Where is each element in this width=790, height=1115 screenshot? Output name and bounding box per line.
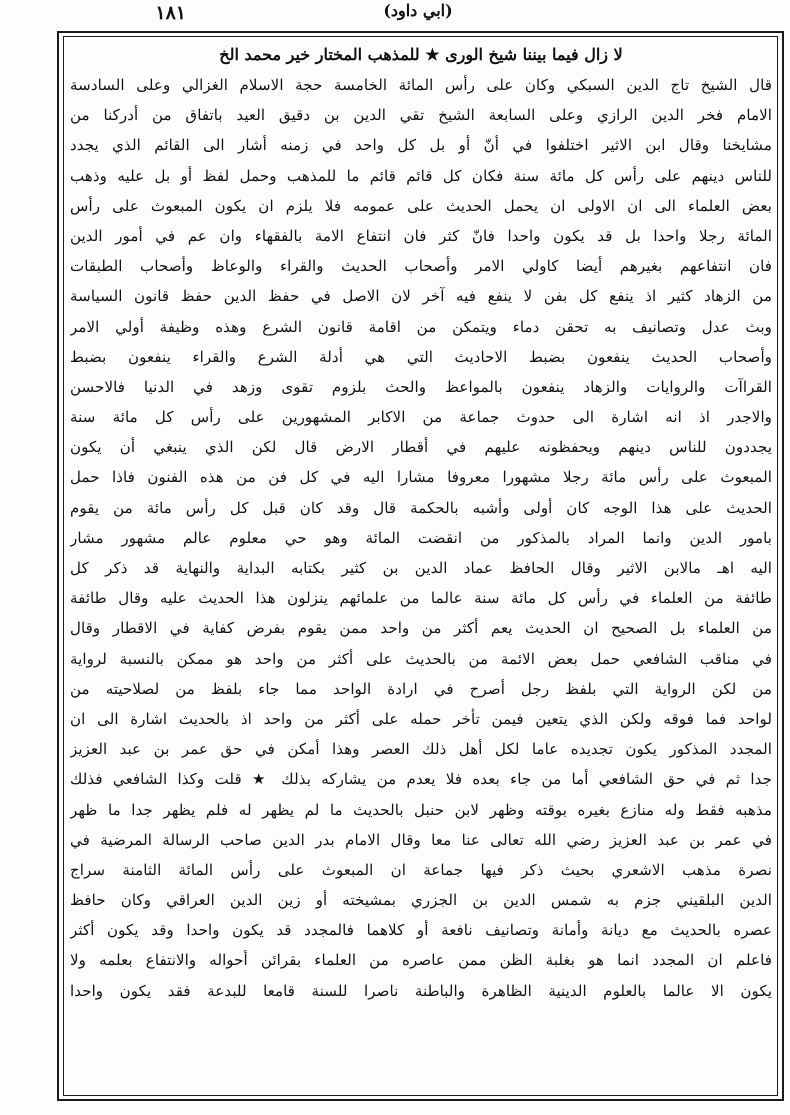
text-line: في مناقب الشافعي حمل بعض الائمة من بالحديث على أكثر من واحد هو ممكن بالنسبة لرواية: [70, 649, 772, 668]
text-line: مشايخنا وقال ابن الاثير اختلفوا في أنّ أو بل كل واحد في زمنه أشار الى القائم الذي يجدد: [70, 136, 772, 155]
page-header: [58, 0, 790, 34]
text-line: وأصحاب الحديث ينفعون بضبط الاحاديث التي هي أدلة الشرع والقراء ينفعون بضبط: [70, 347, 772, 366]
text-line: الامام فخر الدين الرازي وعلى السابعة الشيخ تقي الدين بن دقيق العيد باتفاق من أدركنا من: [70, 106, 772, 125]
text-line: من الزهاد كثير اذ ينفع كل بفن لا ينفع فيه آخر لان الاصل في حفظ الدين حفظ قانون السياسة: [70, 287, 772, 306]
text-line: المجدد المذكور يكون تجديده عاما لكل أهل ذلك العصر وهذا أمكن في حق عمر بن عبد العزيز: [70, 740, 772, 759]
text-line: عصره بالحديث مع ديانة وأمانة وتصانيف نافعة أو كلاهما فالمجدد قد يكون واحدا وقد يكون أكثر: [70, 921, 772, 940]
running-title: (ابي داود): [383, 1, 453, 20]
text-line: طائفة من العلماء في رأس كل مائة سنة عالما من علمائهم ينزلون هذا الحديث عليه وقال طائفة: [70, 589, 772, 608]
text-line: مذهبه فقط وله منازع بغيره بوقته وظهر لابن حنبل بالحديث ما لم يظهر له فلم يظهر جدا ما ظهر: [70, 800, 772, 819]
text-line: قال الشيخ تاج الدين السبكي وكان على رأس المائة الخامسة حجة الاسلام الغزالي وعلى السادسة: [70, 76, 772, 94]
text-lines: [70, 70, 772, 1006]
text-line: وبث عدل وتصانيف به تحقن دماء ويتمكن من اقامة قانون الشرع وهذه وظيفة أولي الامر: [70, 317, 772, 336]
text-line: للناس دينهم على رأس كل مائة سنة فكان كل قائم قائم ما للمذهب وحمل لفظ أو بل عليه وذهب: [70, 166, 772, 185]
text-line: يجددون للناس دينهم ويحفظونه عليهم في أقطار الارض قال لكن الذي ينبغي أن يكون: [70, 438, 772, 457]
text-line: من لكن الرواية التي بلفظ رجل أصرح في ارادة الواحد مما جاء بلفظ من لصلاحيته من: [70, 679, 772, 698]
body-text: [70, 40, 772, 1092]
text-line: جدا ثم في حق الشافعي أما من جاء بعده فلا يعدم من يشاركه بذلك ★ قلت وكذا الشافعي فذلك: [70, 770, 772, 789]
text-line: يكون الا عالما بالعلوم الدينية الظاهرة والباطنة ناصرا للسنة قامعا للبدعة فقد يكون واحدا: [70, 981, 772, 1000]
text-line: بعض العلماء الى ان الاولى ان يحمل الحديث على عمومه فلا يلزم ان يكون المبعوث على رأس: [70, 196, 772, 215]
text-line: نصرة مذهب الاشعري بحيث ذكر فيها جماعة ان المبعوث على رأس المائة الثامنة سراج: [70, 860, 772, 879]
text-line: في عمر بن عبد العزيز رضي الله تعالى عنا معا وقال الامام بدر الدين صاحب الرسالة المرضية في: [70, 830, 772, 849]
text-line: المبعوث على رأس مائة رجلا مشهورا معروفا مشارا اليه في كل فن من هذه الفنون فاذا حمل: [70, 468, 772, 487]
text-line: المائة رجلا واحدا بل قد يكون واحدا فانّ كثر فان انتفاع الامة بالفقهاء وان عم في أمور الدين: [70, 226, 772, 245]
heading-verse: لا زال فيما بيننا شيخ الورى ★ للمذهب المختار خير محمد الخ: [219, 45, 623, 64]
text-line: الحديث على هذا الوجه كان أولى وأشبه بالحكمة قال وقد كان قبل كل رأس مائة من يقوم: [70, 498, 772, 517]
text-line: القراآت والروايات والزهاد ينفعون بالمواعظ والحث بلزوم تقوى وزهد في الدنيا فالاحسن: [70, 377, 772, 396]
page-number: ١٨١: [155, 2, 186, 24]
text-line: لواحد فما فوقه ولكن الذي يتعين فيمن تأخر حمله على أكثر من واحد اذ بالحديث اشارة الى ان: [70, 709, 772, 728]
text-line: والاجدر اذ انه اشارة الى حدوث جماعة من الاكابر المشهورين على رأس كل مائة سنة: [70, 408, 772, 427]
text-line: فاعلم ان المجدد انما هو بغلبة الظن ممن عاصره من العلماء بقرائن أحواله والانتفاع بعلمه ولا: [70, 951, 772, 970]
text-line: بامور الدين وانما المراد بالمذكور من انقضت المائة وهو حي معلوم عالم مشهور مشار: [70, 528, 772, 547]
text-line: من العلماء بل الصحيح ان الحديث يعم أكثر من واحد ممن يقوم بفرض كفاية في الاقطار وقال: [70, 619, 772, 638]
text-line: اليه اهـ مالابن الاثير وقال الحافظ عماد الدين بن كثير بكتابه البداية والنهاية قد ذكر كل: [70, 559, 772, 577]
text-line: الدين البلقيني جزم به شمس الدين بن الجزري بمشيخته أو زين الدين العراقي وكان حافظ: [70, 891, 772, 910]
text-line: فان انتفاعهم بغيرهم أيضا كاولي الامر وأصحاب الحديث والقراء والوعاظ وأصحاب الطبقات: [70, 257, 772, 276]
